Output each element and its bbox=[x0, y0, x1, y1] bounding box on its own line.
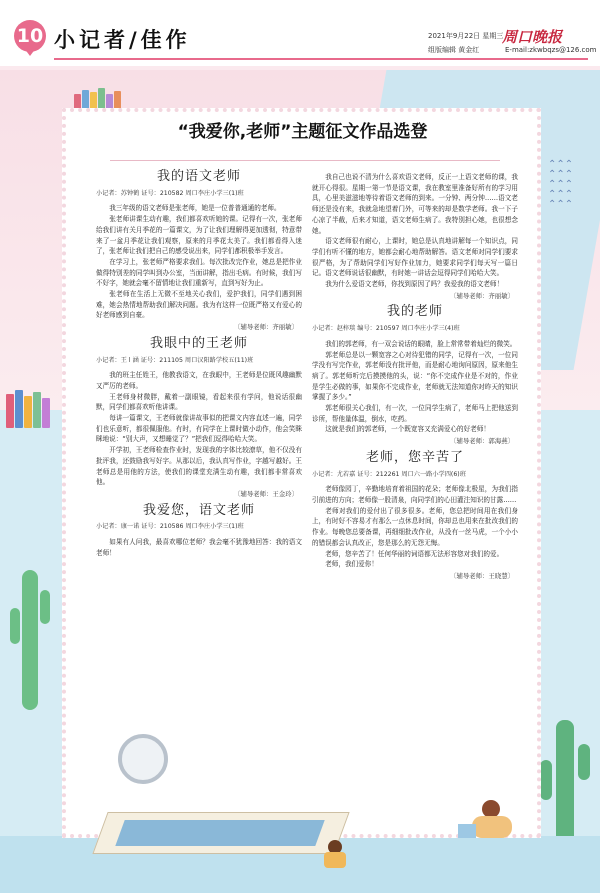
header-divider bbox=[54, 58, 588, 60]
article-paragraph: 如果有人问我，最喜欢哪位老师？我会毫不犹豫地回答：我的语文老师！ bbox=[96, 538, 302, 557]
article-paragraph: 老师像园丁，辛勤地培育着祖国的花朵；老师像北极星，为我们指引前进的方向；老师像一股清泉，向同学们的心田灌注知识的甘露…… bbox=[312, 485, 518, 504]
article-byline: 小记者：赵梓琰 编号：210597 周口李庄小学三(4)班 bbox=[312, 325, 460, 333]
page-title: “我爱你,老师”主题征文作品选登 bbox=[177, 122, 428, 142]
layout-editor: 组版编辑 黄金红 bbox=[428, 46, 480, 54]
page-header bbox=[0, 0, 600, 66]
article-paragraph: 郭老师很关心我们，有一次，一位同学生病了，老师马上把他送到诊所，帮他量体温，倒水，吃药。 bbox=[312, 404, 518, 423]
article-2 bbox=[96, 335, 302, 500]
article-paragraph: 老师，我们爱你！ bbox=[325, 560, 378, 569]
article-paragraph: 老师对我们的爱付出了很多很多。老师，您总把时间用在我们身上，有时好不容易才有那么一点休息时间，你却总也用来在批改我们的作业。每晚您总要备课，再细细批改作业，从没有一丝马虎，一个小小的错误都会认真改正，您是那么的无怨无悔。 bbox=[312, 506, 518, 547]
article-paragraph: 在学习上，张老师严格要求我们。每次批改完作业，她总是把作业做得特别差的同学叫到办公室，当面讲解，指出毛病。有时候，我们写不好字，她就会毫不留情地让我们重新写，直到写好为止。 bbox=[96, 257, 302, 288]
open-book-illustration bbox=[100, 790, 340, 860]
article-4 bbox=[312, 304, 518, 446]
title-divider bbox=[110, 160, 500, 161]
article-3 bbox=[96, 502, 302, 559]
article-paragraph: 我三年级的语文老师是张老师，她是一位普普通通的老师。 bbox=[109, 204, 281, 213]
article-paragraph: 我为什么爱语文老师，你找到原因了吗？我爱我的语文老师！ bbox=[325, 280, 504, 289]
cactus-left-illustration bbox=[10, 560, 50, 710]
article-title: 老师，您辛苦了 bbox=[365, 449, 464, 465]
article-paragraph: 张老师讲课生动有趣，我们都喜欢听她的课。记得有一次，张老师给我们讲有关月季花的一篇课文，为了让我们理解得更加透彻，特意带来了一盆月季花让我们观察，原来的月季花太美了。我们都看得入迷了，张老师让我们把自己的感受说出来，同学们都积极举手发言。 bbox=[96, 215, 302, 256]
article-paragraph: 我的班主任姓王，他教我语文，在我眼中，王老师是位既风趣幽默又严厉的老师。 bbox=[96, 371, 302, 390]
article-byline: 小记者：苏钟鹤 证号：210582 周口李庄小学三(1)班 bbox=[96, 189, 244, 197]
article-byline: 小记者：王 l 涵 证号：211105 周口汉阳路学校五(11)班 bbox=[96, 356, 254, 364]
page-number: 10 bbox=[14, 20, 46, 52]
left-column bbox=[96, 166, 302, 559]
article-advisor: 〔辅导老师：郭海燕〕 bbox=[450, 437, 514, 446]
article-advisor: 〔辅导老师：王金玲〕 bbox=[234, 489, 298, 498]
page-number-pin bbox=[24, 48, 36, 56]
right-column bbox=[312, 172, 518, 585]
article-paragraph: 每讲一篇课文，王老师就像讲故事似的把课文内容直述一遍，同学们也乐意听，都很佩服他。有时，有同学在上课时做小动作，他会笑眯眯地说：“别大声，又想睡觉了？”把我们逗得哈哈大笑。 bbox=[96, 414, 302, 444]
article-title: 我的语文老师 bbox=[156, 169, 241, 184]
clock-illustration bbox=[118, 734, 168, 784]
article-advisor: 〔辅导老师：齐丽敏〕 bbox=[450, 291, 514, 300]
boy-reading-illustration bbox=[320, 840, 350, 870]
article-title: 我爱您，语文老师 bbox=[142, 502, 255, 518]
article-advisor: 〔辅导老师：王晓慧〕 bbox=[450, 571, 514, 580]
article-byline: 小记者：康一诺 证号：210586 周口李庄小学三(1)班 bbox=[96, 523, 244, 531]
article-5 bbox=[312, 449, 518, 582]
article-byline: 小记者：尤若嘉 证号：212261 周口六一路小学四(6)班 bbox=[312, 470, 466, 478]
chevron-decoration: ⌃⌃⌃ ⌃⌃⌃ ⌃⌃⌃ ⌃⌃⌃ ⌃⌃⌃ bbox=[548, 159, 574, 210]
article-paragraph: 这就是我们的郭老师，一个既宽容又充满爱心的好老师！ bbox=[325, 425, 491, 434]
article-paragraph: 王老师身材微胖，戴着一副眼镜，看起来很有学问，他说话很幽默，同学们都喜欢听他讲课。 bbox=[96, 392, 302, 412]
section-title: 小记者/佳作 bbox=[54, 27, 191, 52]
article-paragraph: 老师，您辛苦了！任何华丽的词语都无法形容您对我们的爱。 bbox=[325, 549, 504, 558]
issue-date: 2021年9月22日 星期三 bbox=[428, 32, 504, 40]
article-paragraph: 开学初，王老师检查作业时，发现我的字体比较潦草，他不仅没有批评我，还鼓励我写好字。从那以后，我认真写作业，字越写越好。王老师总是用他的方法，使我们的课堂充满生动有趣，我们都非常喜欢他。 bbox=[96, 446, 302, 487]
article-paragraph: 郭老师总是以一颗宽容之心对待犯错的同学，记得有一次，一位同学没有写完作业，郭老师没有批评他，而是耐心地询问原因，原来他生病了。郭老师听完后摸摸他的头，说：“你不完成作业是不对的，作业是学生必做的事，如果你不完成作业，老师就无法知道你对昨天的知识掌握了多少。” bbox=[312, 350, 518, 402]
contact-email: E-mail:zkwbqzs@126.com bbox=[505, 46, 597, 54]
article-advisor: 〔辅导老师：齐丽敏〕 bbox=[234, 323, 298, 332]
article-title: 我的老师 bbox=[386, 304, 443, 320]
newspaper-logo: 周口晚报 bbox=[502, 28, 563, 46]
books-illustration-left bbox=[6, 388, 60, 428]
reading-girl-illustration bbox=[452, 800, 522, 850]
article-title: 我眼中的王老师 bbox=[149, 335, 248, 351]
article-paragraph: 张老师在生活上无微不至地关心我们，爱护我们，同学们遇到困难，她会热情地帮助我们解决问题。我为有这样一位既严格又有爱心的好老师感到自豪。 bbox=[96, 290, 302, 320]
article-3-continued bbox=[312, 172, 518, 301]
article-paragraph: 我们的郭老师，有一双会说话的眼睛，脸上常常带着灿烂的微笑。 bbox=[325, 339, 517, 348]
article-paragraph: 我自己也说不清为什么喜欢语文老师，反正一上语文老师的课，我就开心得很。星期一第一节是语文课，我在教室里准备好所有的学习用具，心里美滋滋地等待着语文老师的到来。一分钟、两分钟……语文老师还是没有来，我就急地望着门外，可等来的却是数学老师。我一下子心凉了半截，后来才知道，语文老师生病了。我特别担心她，也很想念她。 bbox=[312, 173, 518, 235]
article-paragraph: 语文老师很有耐心，上课时，她总是认真地讲解每一个知识点，同学们有听不懂的地方，她都会耐心地帮助解答。语文老师对同学们要求很严格，为了帮助同学们写好作业加力，她要求同学们每天写一篇日记。语文老师说话很幽默，有时她一讲话会逗得同学们哈哈大笑。 bbox=[312, 237, 518, 278]
article-1 bbox=[96, 169, 302, 333]
